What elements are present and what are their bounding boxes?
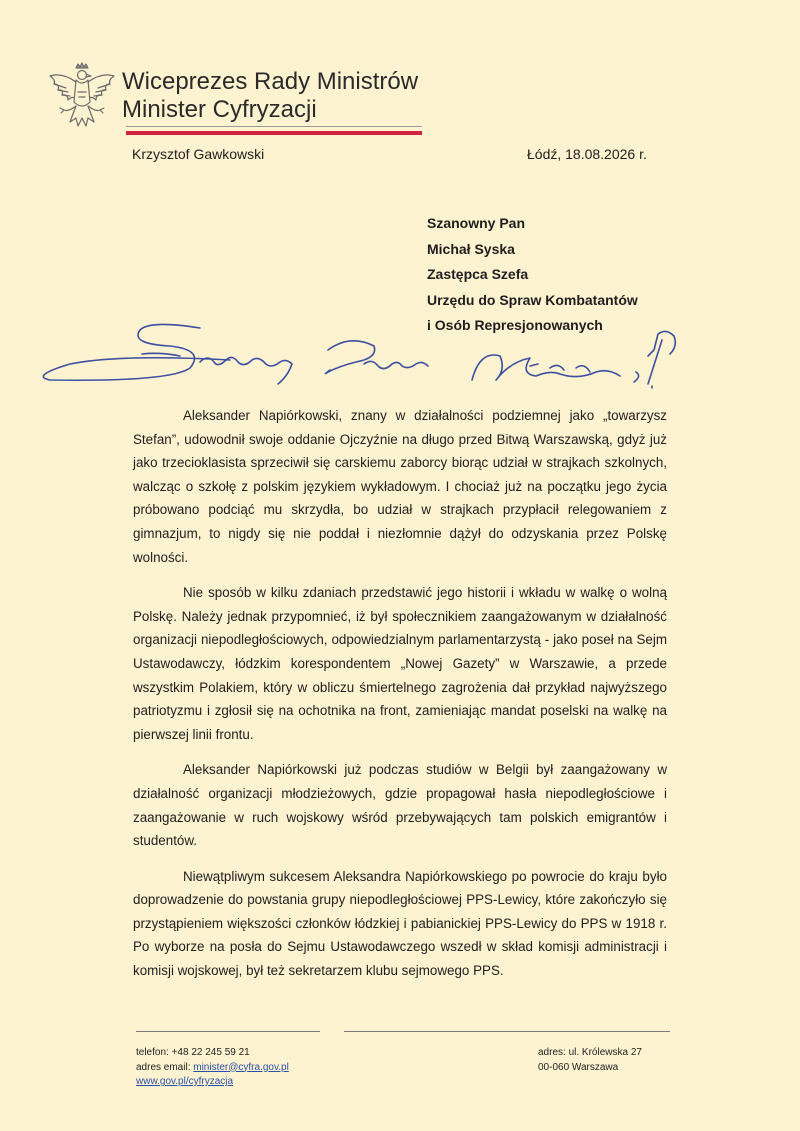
email-label: adres email: <box>136 1061 191 1073</box>
letterhead-red-rule <box>126 131 422 135</box>
recipient-office-line1: Urzędu do Spraw Kombatantów <box>427 291 638 308</box>
footer-address <box>538 1046 642 1075</box>
phone-label: telefon: <box>136 1047 169 1058</box>
recipient-office-line2: i Osób Represjonowanych <box>427 317 603 333</box>
handwritten-greeting <box>30 310 690 402</box>
address-street: ul. Królewska 27 <box>568 1047 642 1058</box>
website-link[interactable]: www.gov.pl/cyfryzacja <box>136 1076 234 1087</box>
letterhead-title-line1: Wiceprezes Rady Ministrów <box>122 68 419 95</box>
body-paragraph: Nie sposób w kilku zdaniach przedstawić jego historii i wkładu w walkę o wolną Polskę. Należy jednak przypomnieć, iż był społecznikiem zaangażowanym w działalność organizacji niepodległościowych, odpowiedzialnym parlamentarzystą - jako poseł na Sejm Ustawodawczy, łódzkim korespondentem „Nowej Gazety” w Warszawie, a przede wszystkim Polakiem, który w obliczu śmiertelnego zagrożenia dał przykład najwyższego patriotyzmu i zgłosił się na ochotnika na front, zamieniając mandat poselski na walkę na pierwszej linii frontu. <box>133 585 667 742</box>
footer-email-line <box>136 1061 289 1076</box>
footer-contact <box>136 1046 289 1090</box>
letter-body <box>133 404 667 995</box>
recipient-position: Zastępca Szefa <box>427 266 529 282</box>
address-city: 00-060 Warszawa <box>538 1061 619 1073</box>
letterhead-title-line2: Minister Cyfryzacji <box>122 96 317 123</box>
footer-address-line <box>538 1046 642 1061</box>
sender-name: Krzysztof Gawkowski <box>132 146 265 162</box>
footer-phone-line <box>136 1046 289 1061</box>
polish-eagle-icon <box>46 62 118 142</box>
recipient-name: Michał Syska <box>427 240 515 257</box>
address-label: adres: <box>538 1047 566 1058</box>
place-date: Łódź, 18.08.2026 r. <box>527 146 647 162</box>
footer-website-line <box>136 1075 289 1090</box>
footer-divider-right <box>344 1031 670 1032</box>
letterhead-title <box>122 68 418 124</box>
body-paragraph: Aleksander Napiórkowski, znany w działalności podziemnej jako „towarzysz Stefan”, udowodnił swoje oddanie Ojczyźnie na długo przed Bitwą Warszawską, gdyż już jako trzecioklasista sprzeciwił się carskiemu zaborcy biorąc udział w strajkach szkolnych, walcząc o szkołę z polskim językiem wykładowym. I chociaż już na początku jego życia próbowano podciąć mu skrzydła, bo udział w strajkach przypłacił relegowaniem z gimnazjum, to nigdy się nie poddał i niezłomnie dążył do odzyskania przez Polskę wolności. <box>133 408 667 565</box>
body-paragraph: Niewątpliwym sukcesem Aleksandra Napiórkowskiego po powrocie do kraju było doprowadzenie do powstania grupy niepodległościowej PPS-Lewicy, które zakończyło się przystąpieniem większości członków łódzkiej i pabianickiej PPS-Lewicy do PPS w 1918 r. Po wyborze na posła do Sejmu Ustawodawczego wszedł w skład komisji administracji i komisji wojskowej, był też sekretarzem klubu sejmowego PPS. <box>133 868 667 979</box>
email-link[interactable]: minister@cyfra.gov.pl <box>193 1061 289 1073</box>
body-paragraph: Aleksander Napiórkowski już podczas studiów w Belgii był zaangażowany w działalność organizacji młodzieżowych, gdzie propagował hasła niepodległościowe i zaangażowanie w ruch wojskowy wśród przebywających tam polskich emigrantów i studentów. <box>133 762 667 849</box>
letterhead-grey-rule <box>126 126 422 127</box>
phone-number: +48 22 245 59 21 <box>171 1047 250 1058</box>
footer-divider-left <box>136 1031 320 1032</box>
recipient-salutation: Szanowny Pan <box>427 215 526 231</box>
